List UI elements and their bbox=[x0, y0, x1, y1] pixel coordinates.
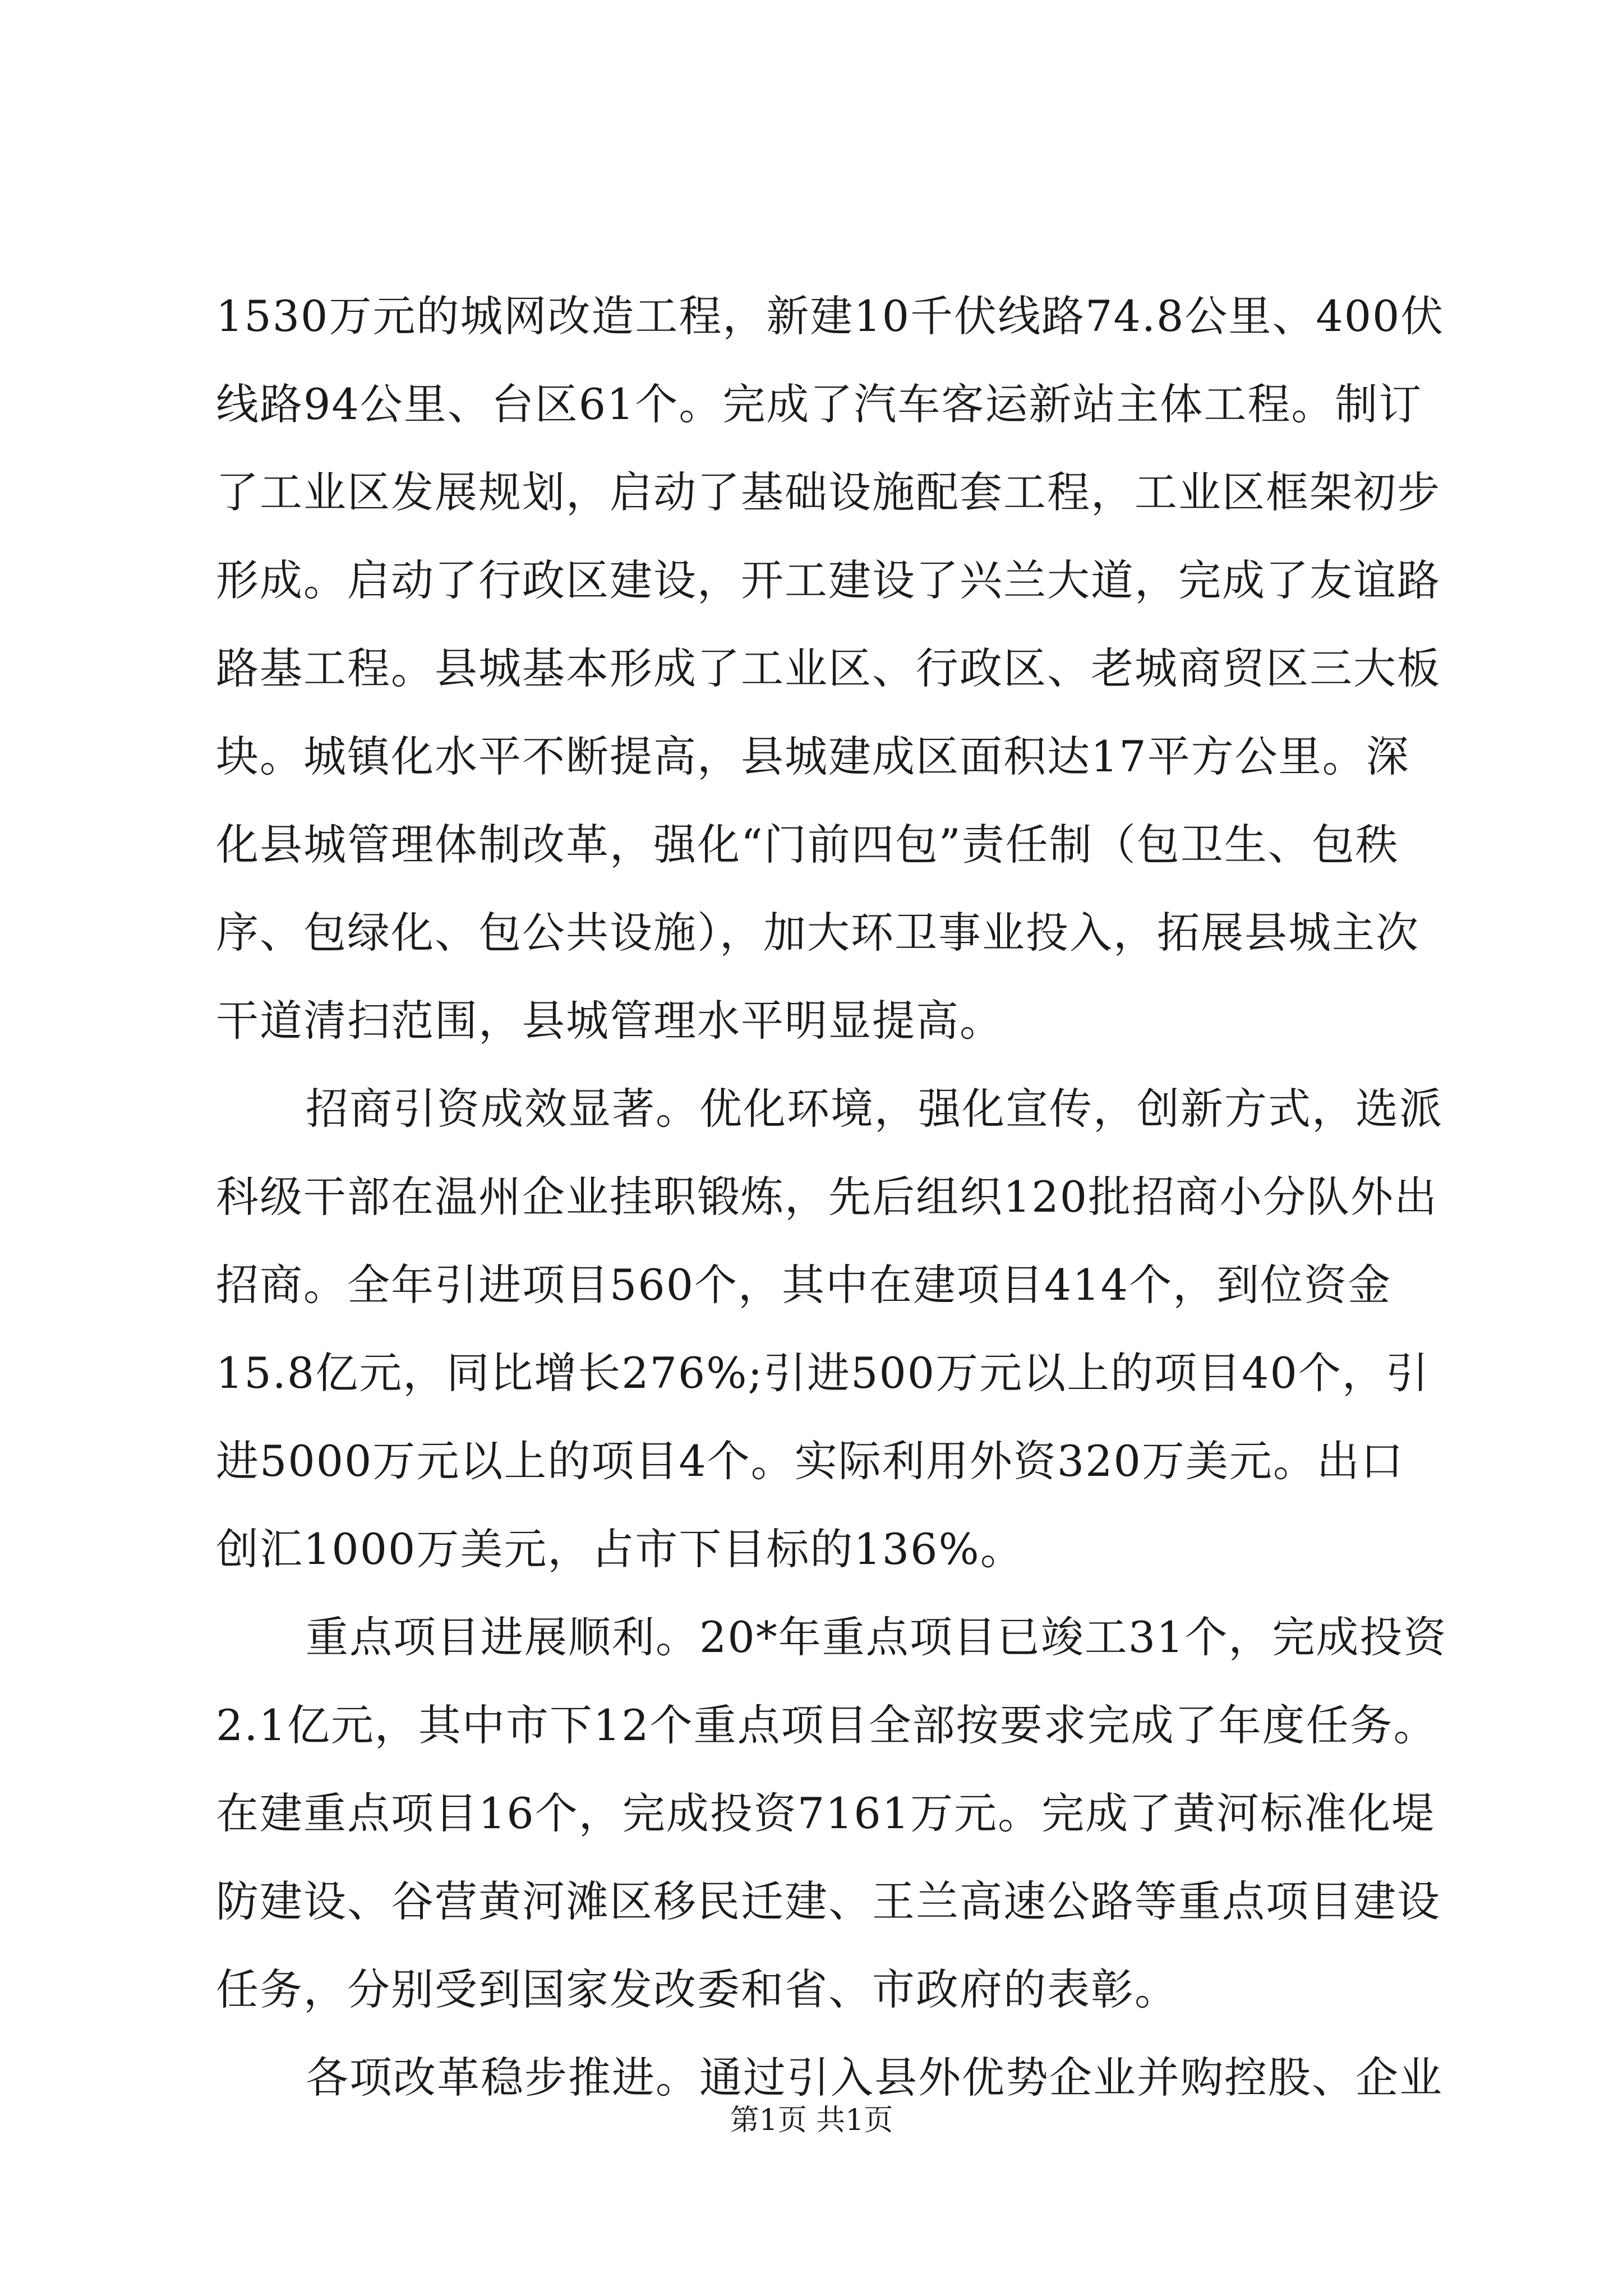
page-footer bbox=[0, 2101, 1623, 2140]
text-line: 在建重点项目16个，完成投资7161万元。完成了黄河标准化堤 bbox=[216, 1788, 1436, 1838]
text-line: 块。城镇化水平不断提高，县城建成区面积达17平方公里。深 bbox=[216, 731, 1410, 781]
text-line: 2.1亿元，其中市下12个重点项目全部按要求完成了年度任务。 bbox=[216, 1700, 1437, 1750]
text-line: 化县城管理体制改革，强化“门前四包”责任制（包卫生、包秩 bbox=[216, 820, 1399, 869]
text-line: 任务，分别受到国家发改委和省、市政府的表彰。 bbox=[216, 1964, 1178, 2014]
text-line: 1530万元的城网改造工程，新建10千伏线路74.8公里、400伏 bbox=[216, 291, 1445, 341]
text-line: 序、包绿化、包公共设施），加大环卫事业投入，拓展县城主次 bbox=[216, 908, 1419, 958]
page-number-label: 第1页 共1页 bbox=[730, 2104, 893, 2137]
paragraph-first-line: 重点项目进展顺利。20*年重点项目已竣工31个，完成投资 bbox=[306, 1612, 1447, 1662]
text-line: 了工业区发展规划，启动了基础设施配套工程，工业区框架初步 bbox=[216, 467, 1441, 517]
text-line: 15.8亿元，同比增长276%;引进500万元以上的项目40个，引 bbox=[216, 1348, 1430, 1398]
text-line: 路基工程。县城基本形成了工业区、行政区、老城商贸区三大板 bbox=[216, 643, 1441, 693]
text-line: 形成。启动了行政区建设，开工建设了兴兰大道，完成了友谊路 bbox=[216, 555, 1441, 605]
text-line: 线路94公里、台区61个。完成了汽车客运新站主体工程。制订 bbox=[216, 379, 1423, 429]
text-line: 招商。全年引进项目560个，其中在建项目414个，到位资金 bbox=[216, 1260, 1392, 1310]
text-line: 科级干部在温州企业挂职锻炼，先后组织120批招商小分队外出 bbox=[216, 1172, 1438, 1222]
paragraph-first-line: 各项改革稳步推进。通过引入县外优势企业并购控股、企业 bbox=[306, 2053, 1443, 2102]
text-line: 干道清扫范围，县城管理水平明显提高。 bbox=[216, 996, 1003, 1046]
text-line: 进5000万元以上的项目4个。实际利用外资320万美元。出口 bbox=[216, 1436, 1404, 1486]
paragraph-first-line: 招商引资成效显著。优化环境，强化宣传，创新方式，选派 bbox=[306, 1084, 1443, 1134]
text-line: 创汇1000万美元，占市下目标的136%。 bbox=[216, 1524, 1024, 1574]
document-body bbox=[216, 272, 1447, 2122]
text-line: 防建设、谷营黄河滩区移民迁建、王兰高速公路等重点项目建设 bbox=[216, 1876, 1441, 1926]
